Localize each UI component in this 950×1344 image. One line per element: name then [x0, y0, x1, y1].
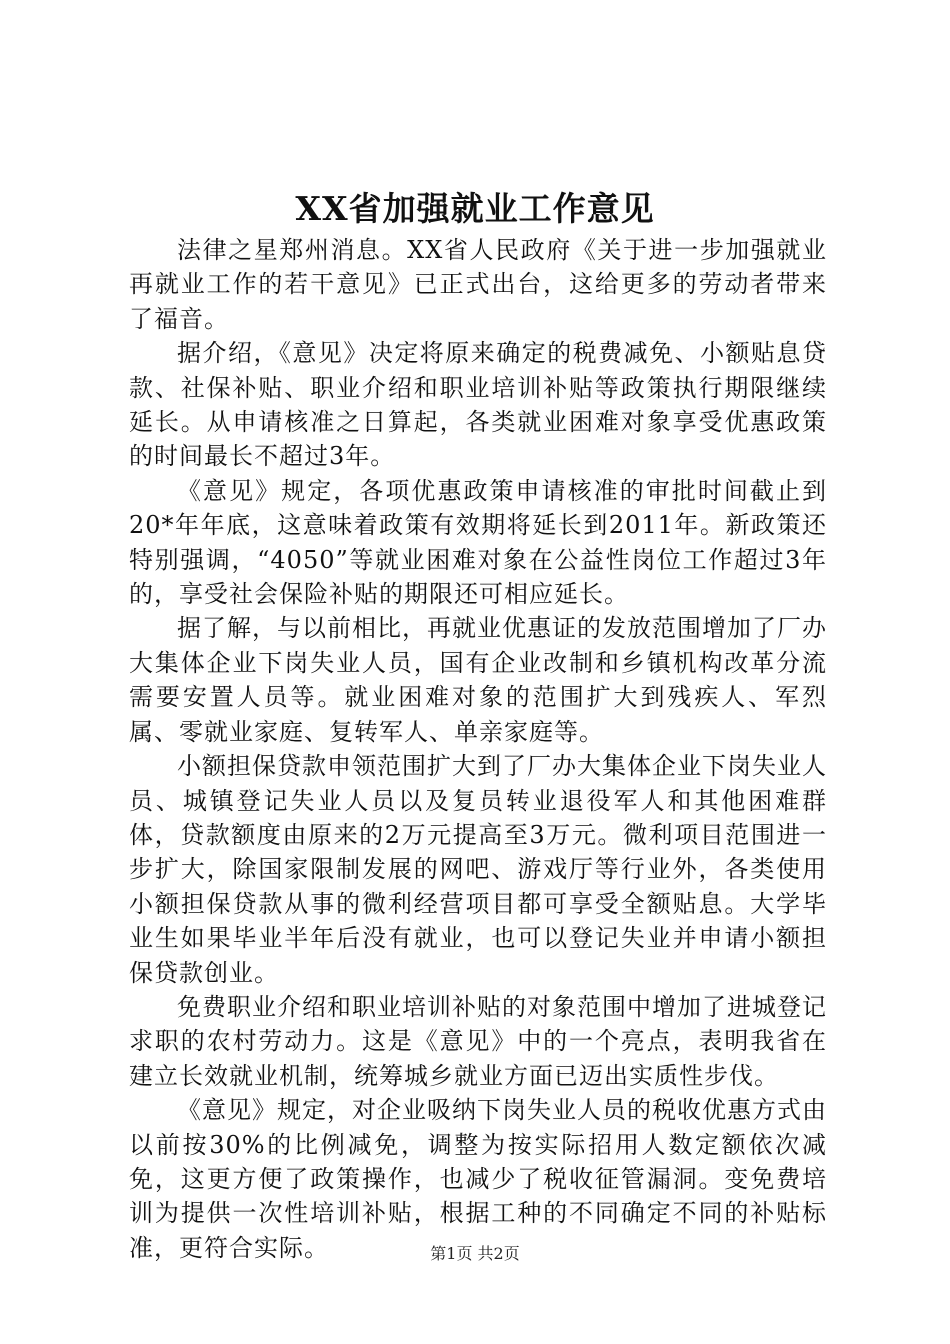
page-footer: 第1页 共2页 — [430, 1244, 520, 1263]
paragraph-6: 免费职业介绍和职业培训补贴的对象范围中增加了进城登记求职的农村劳动力。这是《意见》中的一个亮点，表明我省在建立长效就业机制，统筹城乡就业方面已迈出实质性步伐。 — [129, 992, 827, 1090]
document-body — [129, 233, 827, 1265]
paragraph-3: 《意见》规定，各项优惠政策申请核准的审批时间截止到20*年年底，这意味着政策有效期将延长到2011年。新政策还特别强调，“4050”等就业困难对象在公益性岗位工作超过3年的，享受社会保险补贴的期限还可相应延长。 — [129, 476, 827, 609]
paragraph-4: 据了解，与以前相比，再就业优惠证的发放范围增加了厂办大集体企业下岗失业人员，国有企业改制和乡镇机构改革分流需要安置人员等。就业困难对象的范围扩大到残疾人、军烈属、零就业家庭、复转军人、单亲家庭等。 — [129, 614, 827, 746]
paragraph-2: 据介绍，《意见》决定将原来确定的税费减免、小额贴息贷款、社保补贴、职业介绍和职业培训补贴等政策执行期限继续延长。从申请核准之日算起，各类就业困难对象享受优惠政策的时间最长不超过3年。 — [129, 339, 827, 471]
paragraph-1: 法律之星郑州消息。XX省人民政府《关于进一步加强就业再就业工作的若干意见》已正式出台，这给更多的劳动者带来了福音。 — [129, 236, 827, 333]
paragraph-5: 小额担保贷款申领范围扩大到了厂办大集体企业下岗失业人员、城镇登记失业人员以及复员转业退役军人和其他困难群体，贷款额度由原来的2万元提高至3万元。微利项目范围进一步扩大，除国家限制发展的网吧、游戏厅等行业外，各类使用小额担保贷款从事的微利经营项目都可享受全额贴息。大学毕业生如果毕业半年后没有就业，也可以登记失业并申请小额担保贷款创业。 — [129, 752, 827, 987]
document-title: XX省加强就业工作意见 — [295, 189, 655, 228]
paragraph-7: 《意见》规定，对企业吸纳下岗失业人员的税收优惠方式由以前按30%的比例减免，调整为按实际招用人数定额依次减免，这更方便了政策操作，也减少了税收征管漏洞。变免费培训为提供一次性培训补贴，根据工种的不同确定不同的补贴标准，更符合实际。 — [129, 1096, 827, 1262]
